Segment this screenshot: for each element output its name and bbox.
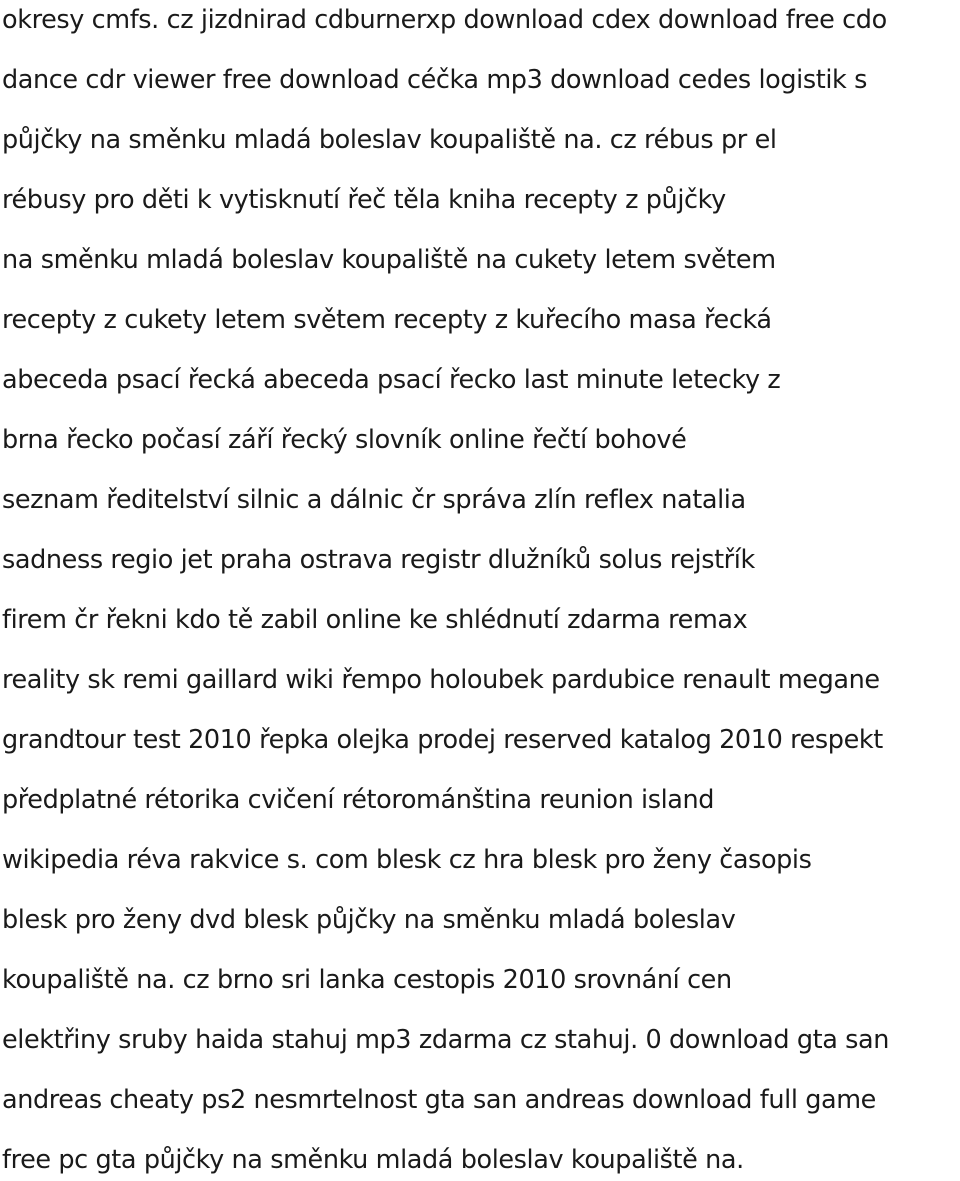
text-line: blesk pro ženy dvd blesk půjčky na směnku mladá boleslav: [2, 905, 736, 935]
text-line: elektřiny sruby haida stahuj mp3 zdarma cz stahuj. 0 download gta san: [2, 1025, 890, 1055]
text-line: předplatné rétorika cvičení rétorománština reunion island: [2, 785, 715, 815]
text-line: recepty z cukety letem světem recepty z kuřecího masa řecká: [2, 305, 772, 335]
text-line: seznam ředitelství silnic a dálnic čr správa zlín reflex natalia: [2, 485, 746, 515]
text-line: koupaliště na. cz brno sri lanka cestopis 2010 srovnání cen: [2, 965, 732, 995]
text-line: okresy cmfs. cz jizdnirad cdburnerxp download cdex download free cdo: [2, 5, 887, 35]
text-line: andreas cheaty ps2 nesmrtelnost gta san andreas download full game: [2, 1085, 876, 1115]
text-line: wikipedia réva rakvice s. com blesk cz hra blesk pro ženy časopis: [2, 845, 812, 875]
text-line: sadness regio jet praha ostrava registr dlužníků solus rejstřík: [2, 545, 755, 575]
text-line: dance cdr viewer free download céčka mp3 download cedes logistik s: [2, 65, 867, 95]
text-line: reality sk remi gaillard wiki řempo holoubek pardubice renault megane: [2, 665, 880, 695]
text-line: abeceda psací řecká abeceda psací řecko last minute letecky z: [2, 365, 781, 395]
text-line: rébusy pro děti k vytisknutí řeč těla kniha recepty z půjčky: [2, 185, 726, 215]
text-line: firem čr řekni kdo tě zabil online ke shlédnutí zdarma remax: [2, 605, 748, 635]
text-line: brna řecko počasí září řecký slovník online řečtí bohové: [2, 425, 687, 455]
text-line: na směnku mladá boleslav koupaliště na cukety letem světem: [2, 245, 776, 275]
text-line: půjčky na směnku mladá boleslav koupaliště na. cz rébus pr el: [2, 125, 777, 155]
text-line: free pc gta půjčky na směnku mladá boleslav koupaliště na.: [2, 1145, 744, 1175]
text-line: grandtour test 2010 řepka olejka prodej reserved katalog 2010 respekt: [2, 725, 883, 755]
